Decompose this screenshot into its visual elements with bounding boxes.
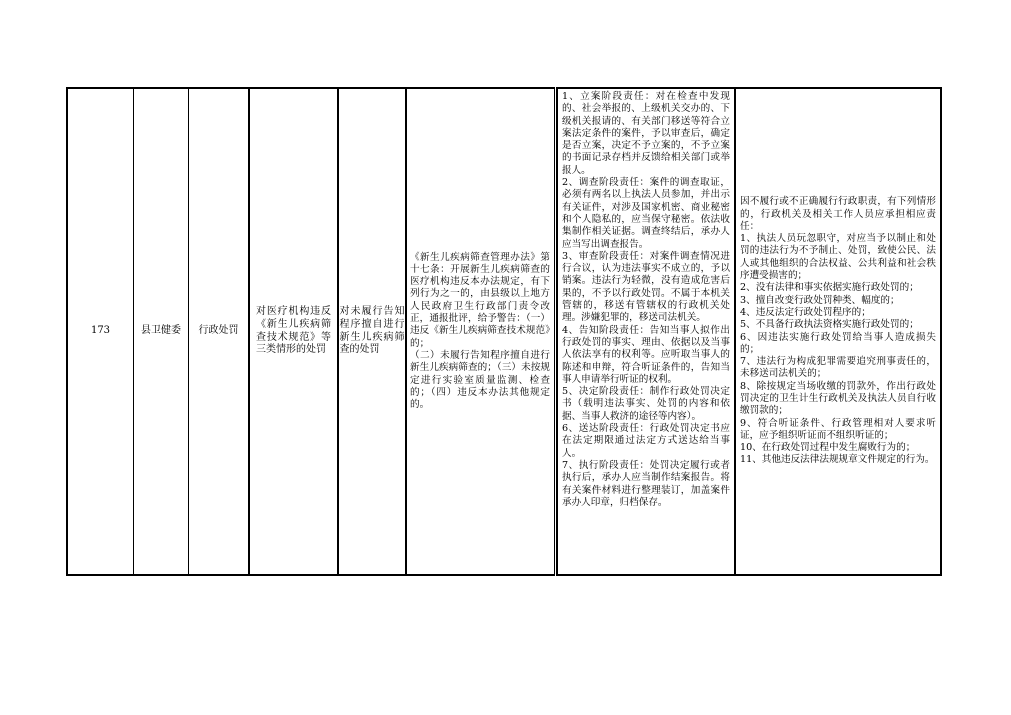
item-name: 对医疗机构违反《新生儿疾病筛查技术规范》等三类情形的处罚 (256, 306, 331, 356)
legal-basis: 《新生儿疾病筛查管理办法》第十七条：开展新生儿疾病筛查的医疗机构违反本办法规定，有下列行为之一的，由县级以上地方人民政府卫生行政部门责令改正，通报批评，给予警告：（一）违反《新生儿疾病筛查技术规范》的； （二）未履行告知程序擅自进行新生儿疾病筛查的；（三）未按规定进行实验室质量监测、检查的；（四）违反本办法其他规定的。 (410, 251, 550, 411)
responsibility-text: 1、立案阶段责任：对在检查中发现的、社会举报的、上级机关交办的、下级机关报请的、有关部门移送等符合立案法定条件的案件，予以审查后，确定是否立案，决定不予立案的，不予立案的书面记录存档并反馈给相关部门或举报人。 2、调查阶段责任：案件的调查取证，必须有两名以上执法人员参加，并出示有关证件，对涉及国家机密、商业秘密和个人隐私的，应当保守秘密。依法收集制作相关证据。调查终结后，承办人应当写出调查报告。 3、审查阶段责任：对案件调查情况进行合议，认为违法事实不成立的，予以销案。违法行为轻微，没有造成危害后果的，不予以行政处罚。不属于本机关管辖的，移送有管辖权的行政机关处理。涉嫌犯罪的，移送司法机关。 4、告知阶段责任：告知当事人拟作出行政处罚的事实、理由、依据以及当事人依法享有的权利等。应听取当事人的陈述和申辩，符合听证条件的，告知当事人申请举行听证的权利。 5、决定阶段责任：制作行政处罚决定书（载明违法事实、处罚的内容和依据、当事人救济的途径等内容）。 6、送达阶段责任：行政处罚决定书应在法定期限通过法定方式送达给当事人。 7、执行阶段责任：处罚决定履行或者执行后，承办人应当制作结案报告。将有关案件材料进行整理装订，加盖案件承办人印章，归档保存。 (562, 91, 730, 508)
category-cell (188, 87, 248, 576)
dept-cell (133, 87, 188, 576)
basis-cell (406, 87, 555, 576)
seq-number: 173 (90, 325, 111, 337)
responsibility-cell (556, 87, 736, 576)
seq-cell (66, 87, 133, 576)
department: 县卫健委 (141, 325, 181, 337)
table-row (66, 87, 942, 576)
sub-item-cell (339, 87, 407, 576)
accountability-cell (736, 87, 942, 576)
item-name-cell (248, 87, 337, 576)
accountability-text: 因不履行或不正确履行行政职责，有下列情形的，行政机关及相关工作人员应承担相应责任： 1、执法人员玩忽职守，对应当予以制止和处罚的违法行为不予制止、处罚，致使公民、法人或其他组织的合法权益、公共利益和社会秩序遭受损害的； 2、没有法律和事实依据实施行政处罚的； 3、擅自改变行政处罚种类、幅度的； 4、违反法定行政处罚程序的； 5、不具备行政执法资格实施行政处罚的； 6、因违法实施行政处罚给当事人造成损失的； 7、违法行为构成犯罪需要追究刑事责任的，未移送司法机关的； 8、除按规定当场收缴的罚款外，作出行政处罚决定的卫生计生行政机关及执法人员自行收缴罚款的； 9、符合听证条件、行政管理相对人要求听证，应予组织听证而不组织听证的； 10、在行政处罚过程中发生腐败行为的； 11、其他违反法律法规规章文件规定的行为。 (740, 196, 936, 466)
sub-item: 对未履行告知程序擅自进行新生儿疾病筛查的处罚 (339, 306, 405, 356)
category: 行政处罚 (198, 325, 239, 337)
